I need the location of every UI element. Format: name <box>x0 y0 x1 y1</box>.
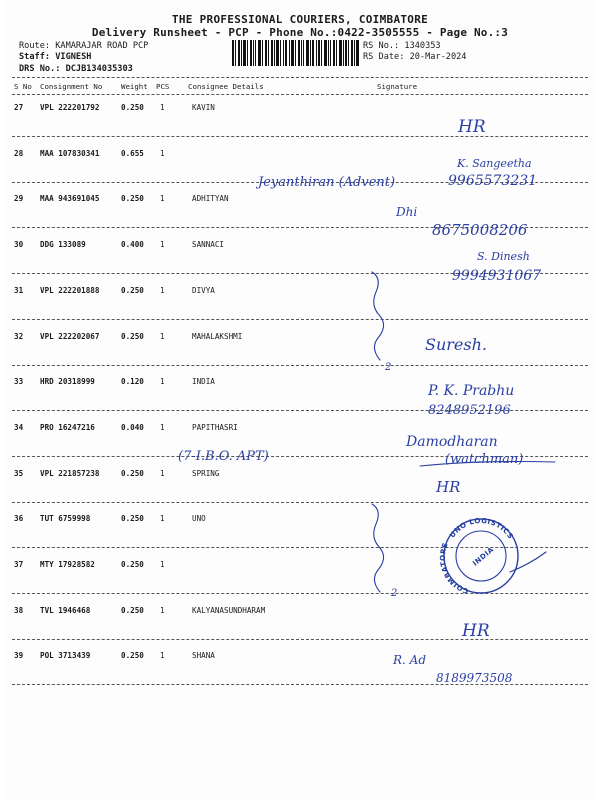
row-consignee: KALYANASUNDHARAM <box>192 606 266 615</box>
header-bottom-rule <box>12 94 588 95</box>
header-top-rule <box>12 77 588 78</box>
row-weight: 0.400 <box>121 240 144 249</box>
row-consignee: DIVYA <box>192 286 215 295</box>
barcode <box>232 40 360 66</box>
row-weight: 0.040 <box>121 423 144 432</box>
hw-name-30: S. Dinesh <box>477 250 530 263</box>
row-pcs: 1 <box>160 469 165 478</box>
row-consignee: UNO <box>192 514 206 523</box>
col-sno: S No <box>14 82 32 91</box>
row-sno: 28 <box>14 149 24 158</box>
row-pcs: 1 <box>160 332 165 341</box>
hw-sig-27: HR <box>458 117 486 137</box>
row-sno: 37 <box>14 560 24 569</box>
row-sno: 38 <box>14 606 24 615</box>
hw-count-32: 2 <box>385 362 392 373</box>
row-consignee: KAVIN <box>192 103 215 112</box>
row-pcs: 1 <box>160 240 165 249</box>
row-separator <box>12 136 588 137</box>
row-separator <box>12 410 588 411</box>
row-sno: 30 <box>14 240 24 249</box>
row-consignment-no: VPL 221857238 <box>40 469 100 478</box>
hw-sig-35: HR <box>436 478 461 496</box>
col-pcs: PCS <box>156 82 170 91</box>
hw-role-35: (watchman) <box>445 452 524 467</box>
row-separator <box>12 639 588 640</box>
hw-note-34: (7-I.B.O. APT) <box>178 449 269 464</box>
row-consignee: SHANA <box>192 651 215 660</box>
row-separator <box>12 502 588 503</box>
route-label: Route: KAMARAJAR ROAD PCP <box>19 41 149 51</box>
row-sno: 27 <box>14 103 24 112</box>
row-separator <box>12 273 588 274</box>
drs-number: DRS No.: DCJB134035303 <box>19 64 133 74</box>
hw-sig-38: HR <box>462 621 490 641</box>
row-sno: 33 <box>14 377 24 386</box>
row-sno: 31 <box>14 286 24 295</box>
row-consignment-no: MTY 17928582 <box>40 560 95 569</box>
row-weight: 0.250 <box>121 286 144 295</box>
row-consignee: ADHITYAN <box>192 194 229 203</box>
row-sno: 35 <box>14 469 24 478</box>
hw-count-37: 2 <box>391 588 398 599</box>
stamp-text-left: COIMBATORE <box>438 541 470 596</box>
row-separator <box>12 319 588 320</box>
hw-phone-28: 9965573231 <box>448 173 538 189</box>
company-title: THE PROFESSIONAL COURIERS, COIMBATORE <box>171 13 429 26</box>
row-consignment-no: VPL 222202067 <box>40 332 100 341</box>
rs-date: RS Date: 20-Mar-2024 <box>363 52 467 62</box>
row-separator <box>12 227 588 228</box>
row-pcs: 1 <box>160 286 165 295</box>
hw-name-35: Damodharan <box>406 434 498 450</box>
row-sno: 32 <box>14 332 24 341</box>
row-consignment-no: DDG 133089 <box>40 240 86 249</box>
row-pcs: 1 <box>160 514 165 523</box>
row-consignee: SPRING <box>192 469 220 478</box>
row-sno: 34 <box>14 423 24 432</box>
row-weight: 0.250 <box>121 469 144 478</box>
row-consignment-no: MAA 107830341 <box>40 149 100 158</box>
row-sno: 36 <box>14 514 24 523</box>
row-pcs: 1 <box>160 149 165 158</box>
row-weight: 0.250 <box>121 606 144 615</box>
row-separator <box>12 593 588 594</box>
hw-sig-29: Dhi <box>396 205 418 219</box>
hw-name-28: K. Sangeetha <box>457 157 532 170</box>
row-separator <box>12 547 588 548</box>
hw-sig-39: R. Ad <box>393 653 427 667</box>
row-consignment-no: HRD 20318999 <box>40 377 95 386</box>
hw-phone-39: 8189973508 <box>436 671 513 685</box>
runsheet-title: Delivery Runsheet - PCP - Phone No.:0422-3505555 - Page No.:3 <box>91 26 509 39</box>
row-pcs: 1 <box>160 651 165 660</box>
row-consignment-no: MAA 943691045 <box>40 194 100 203</box>
row-consignee: SANNACI <box>192 240 225 249</box>
row-consignment-no: TVL 1946468 <box>40 606 91 615</box>
row-consignee: PAPITHASRI <box>192 423 238 432</box>
row-weight: 0.250 <box>121 194 144 203</box>
row-separator <box>12 182 588 183</box>
col-weight: Weight <box>121 82 148 91</box>
stamp-text-top: UNO LOGISTICS <box>448 516 515 541</box>
row-pcs: 1 <box>160 423 165 432</box>
row-sno: 39 <box>14 651 24 660</box>
row-pcs: 1 <box>160 377 165 386</box>
row-consignee: MAHALAKSHMI <box>192 332 243 341</box>
row-consignment-no: TUT 6759998 <box>40 514 91 523</box>
row-consignment-no: PRO 16247216 <box>40 423 95 432</box>
hw-name-33: P. K. Prabhu <box>428 383 515 399</box>
row-consignee: INDIA <box>192 377 215 386</box>
stamp-text-center: INDIA <box>471 545 496 568</box>
hw-phone-33: 8248952196 <box>428 403 511 418</box>
row-pcs: 1 <box>160 194 165 203</box>
row-separator <box>12 684 588 685</box>
row-weight: 0.120 <box>121 377 144 386</box>
hw-phone-29: 8675008206 <box>432 221 528 239</box>
row-weight: 0.655 <box>121 149 144 158</box>
row-consignment-no: POL 3713439 <box>40 651 91 660</box>
col-consignee: Consignee Details <box>188 82 264 91</box>
row-consignment-no: VPL 222201888 <box>40 286 100 295</box>
row-pcs: 1 <box>160 606 165 615</box>
row-weight: 0.250 <box>121 560 144 569</box>
row-weight: 0.250 <box>121 651 144 660</box>
hw-name-32: Suresh. <box>425 335 487 354</box>
row-separator <box>12 365 588 366</box>
row-weight: 0.250 <box>121 332 144 341</box>
runsheet-page <box>6 0 594 800</box>
staff-label: Staff: VIGNESH <box>19 52 92 62</box>
row-pcs: 1 <box>160 560 165 569</box>
row-weight: 0.250 <box>121 514 144 523</box>
hw-note-28: Jeyanthiran (Advent) <box>258 175 396 190</box>
row-pcs: 1 <box>160 103 165 112</box>
row-separator <box>12 456 588 457</box>
hw-phone-30: 9994931067 <box>452 268 542 284</box>
row-consignment-no: VPL 222201792 <box>40 103 100 112</box>
col-signature: Signature <box>377 82 418 91</box>
row-weight: 0.250 <box>121 103 144 112</box>
col-consignment: Consignment No <box>40 82 103 91</box>
rs-number: RS No.: 1340353 <box>363 41 441 51</box>
row-sno: 29 <box>14 194 24 203</box>
